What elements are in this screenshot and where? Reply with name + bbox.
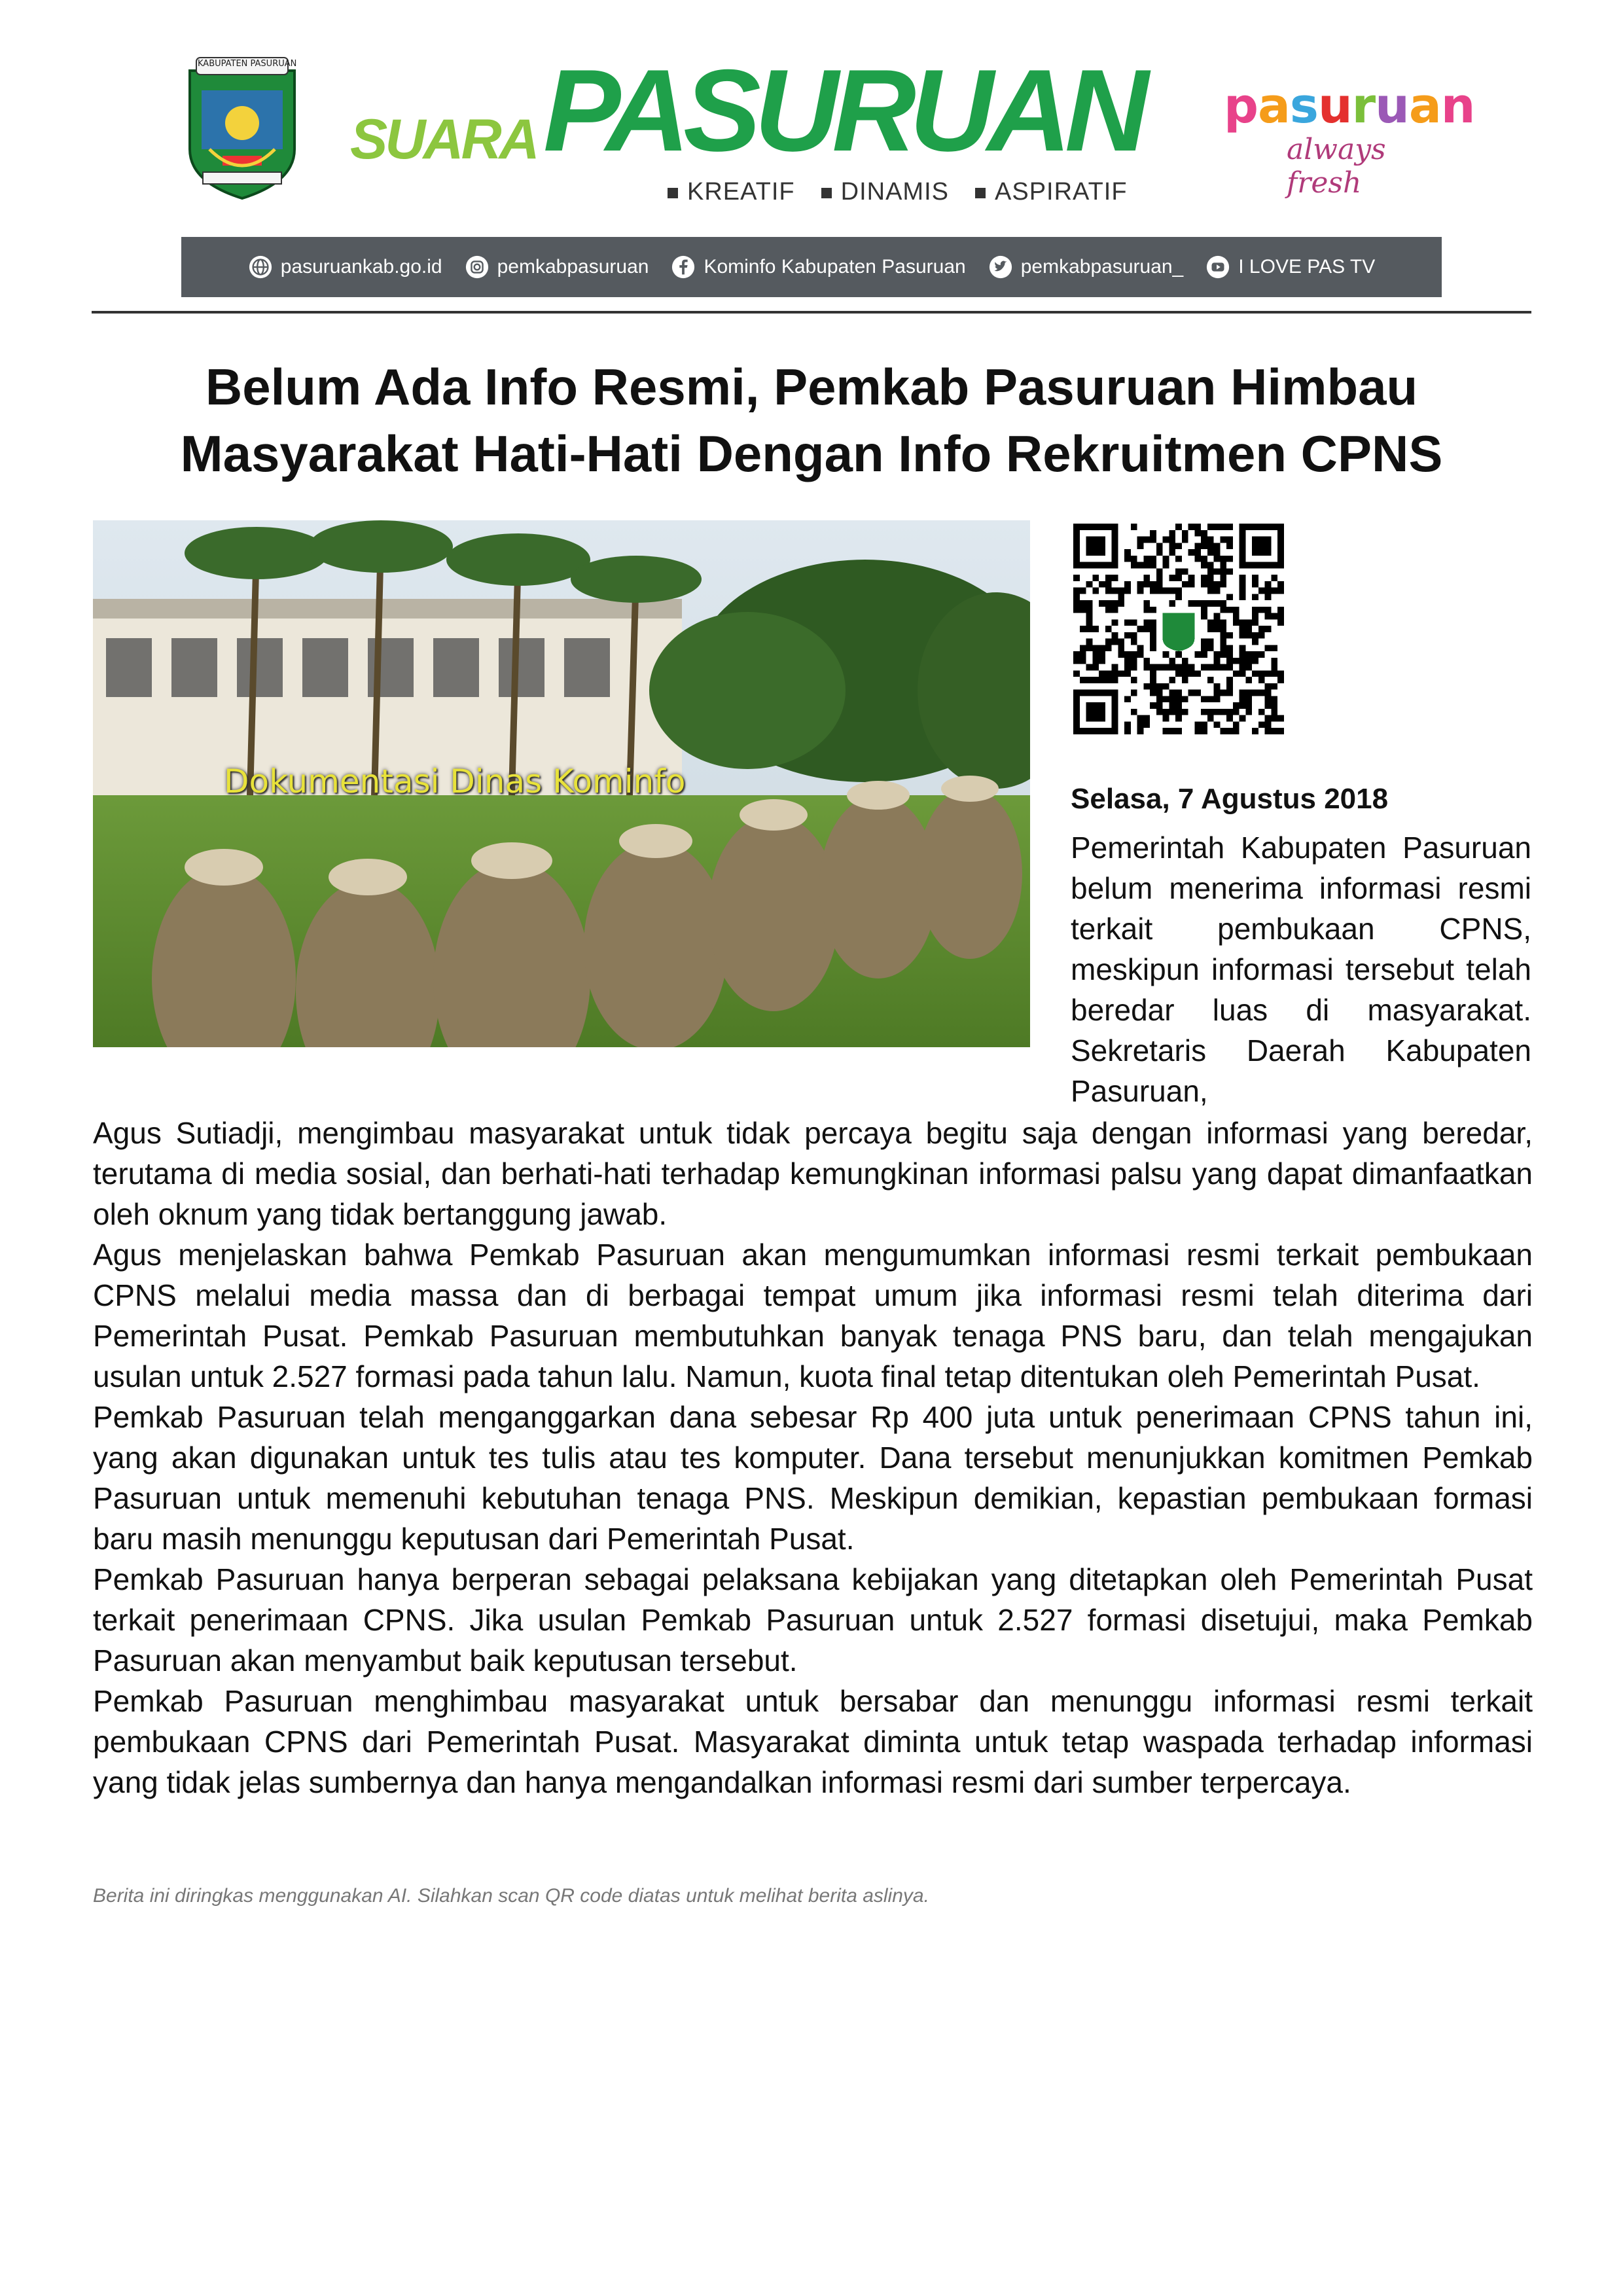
qr-code-icon[interactable] [1073,524,1284,734]
article-date: Selasa, 7 Agustus 2018 [1071,783,1389,815]
article-body [93,1113,1533,1803]
masthead-suara: SUARA [350,108,537,171]
masthead-pasuruan: PASURUAN [543,45,1143,175]
brand-sub: always fresh [1287,133,1386,200]
instagram-icon [465,255,490,279]
body-paragraph: Pemkab Pasuruan hanya berperan sebagai pelaksana kebijakan yang ditetapkan oleh Pemerintah Pusat terkait penerimaan CPNS. Jika usulan Pemkab Pasuruan untuk 2.527 formasi disetujui, maka Pemkab Pasuruan akan menyambut baik keputusan tersebut. [93,1562,1533,1677]
body-paragraph: Agus menjelaskan bahwa Pemkab Pasuruan akan mengumumkan informasi resmi terkait pembukaan CPNS melalui media massa dan di berbagai tempat umum jika informasi resmi telah diterima dari Pemerintah Pusat. Pemkab Pasuruan membutuhkan banyak tenaga PNS baru, dan telah mengajukan usulan untuk 2.527 formasi pada tahun lalu. Namun, kuota final tetap ditentukan oleh Pemerintah Pusat. [93,1238,1533,1393]
masthead-tagline [668,178,1128,206]
body-paragraph: Pemkab Pasuruan telah menganggarkan dana sebesar Rp 400 juta untuk penerimaan CPNS tahun ini, yang akan digunakan untuk tes tulis atau tes komputer. Dana tersebut menunjukkan komitmen Pemkab Pasuruan untuk memenuhi kebutuhan tenaga PNS. Meskipun demikian, kepastian pembukaan formasi baru masih menunggu keputusan dari Pemerintah Pusat. [93,1400,1533,1556]
social-label: Kominfo Kabupaten Pasuruan [704,256,966,278]
social-instagram[interactable] [465,255,649,279]
social-website[interactable] [248,255,442,279]
kabupaten-emblem-icon [183,51,301,202]
social-label: pasuruankab.go.id [280,256,442,278]
ai-disclaimer: Berita ini diringkas menggunakan AI. Silahkan scan QR code diatas untuk melihat berita aslinya. [93,1885,929,1907]
header-divider [92,311,1531,314]
article-title: Belum Ada Info Resmi, Pemkab Pasuruan Himbau Masyarakat Hati-Hati Dengan Info Rekruitmen CPNS [180,358,1443,482]
emblem-label: KABUPATEN PASURUAN [198,59,297,69]
article-photo [93,520,1030,1047]
intro-continuation: Agus Sutiadji, mengimbau masyarakat untuk tidak percaya begitu saja dengan informasi yang beredar, terutama di media sosial, dan berhati-hati terhadap kemungkinan informasi palsu yang dapat dimanfaatkan oleh oknum yang tidak bertanggung jawab. [93,1116,1533,1231]
brand-word: pasuruan [1224,78,1475,134]
globe-icon [248,255,273,279]
social-label: pemkabpasuruan_ [1020,256,1184,278]
youtube-icon [1205,255,1230,279]
intro-paragraph: Pemerintah Kabupaten Pasuruan belum menerima informasi resmi terkait pembukaan CPNS, meskipun informasi tersebut telah beredar luas di masyarakat. Sekretaris Daerah Kabupaten Pasuruan, [1071,831,1531,1108]
tagline-item: ASPIRATIF [975,178,1128,206]
pasuruan-always-fresh-logo [1224,78,1475,200]
tagline-item: DINAMIS [821,178,949,206]
social-youtube[interactable] [1205,255,1375,279]
article-intro [1071,827,1531,1111]
photo-caption: Dokumentasi Dinas Kominfo [224,762,686,800]
social-twitter[interactable] [988,255,1184,279]
social-label: I LOVE PAS TV [1238,256,1376,278]
social-media-bar [181,237,1442,297]
twitter-icon [988,255,1013,279]
body-paragraph: Pemkab Pasuruan menghimbau masyarakat untuk bersabar dan menunggu informasi resmi terkait pembukaan CPNS dari Pemerintah Pusat. Masyarakat diminta untuk tetap waspada terhadap informasi yang tidak jelas sumbernya dan hanya mengandalkan informasi resmi dari sumber terpercaya. [93,1684,1533,1799]
social-facebook[interactable] [671,255,965,279]
tagline-item: KREATIF [668,178,795,206]
facebook-icon [671,255,696,279]
social-label: pemkabpasuruan [497,256,649,278]
